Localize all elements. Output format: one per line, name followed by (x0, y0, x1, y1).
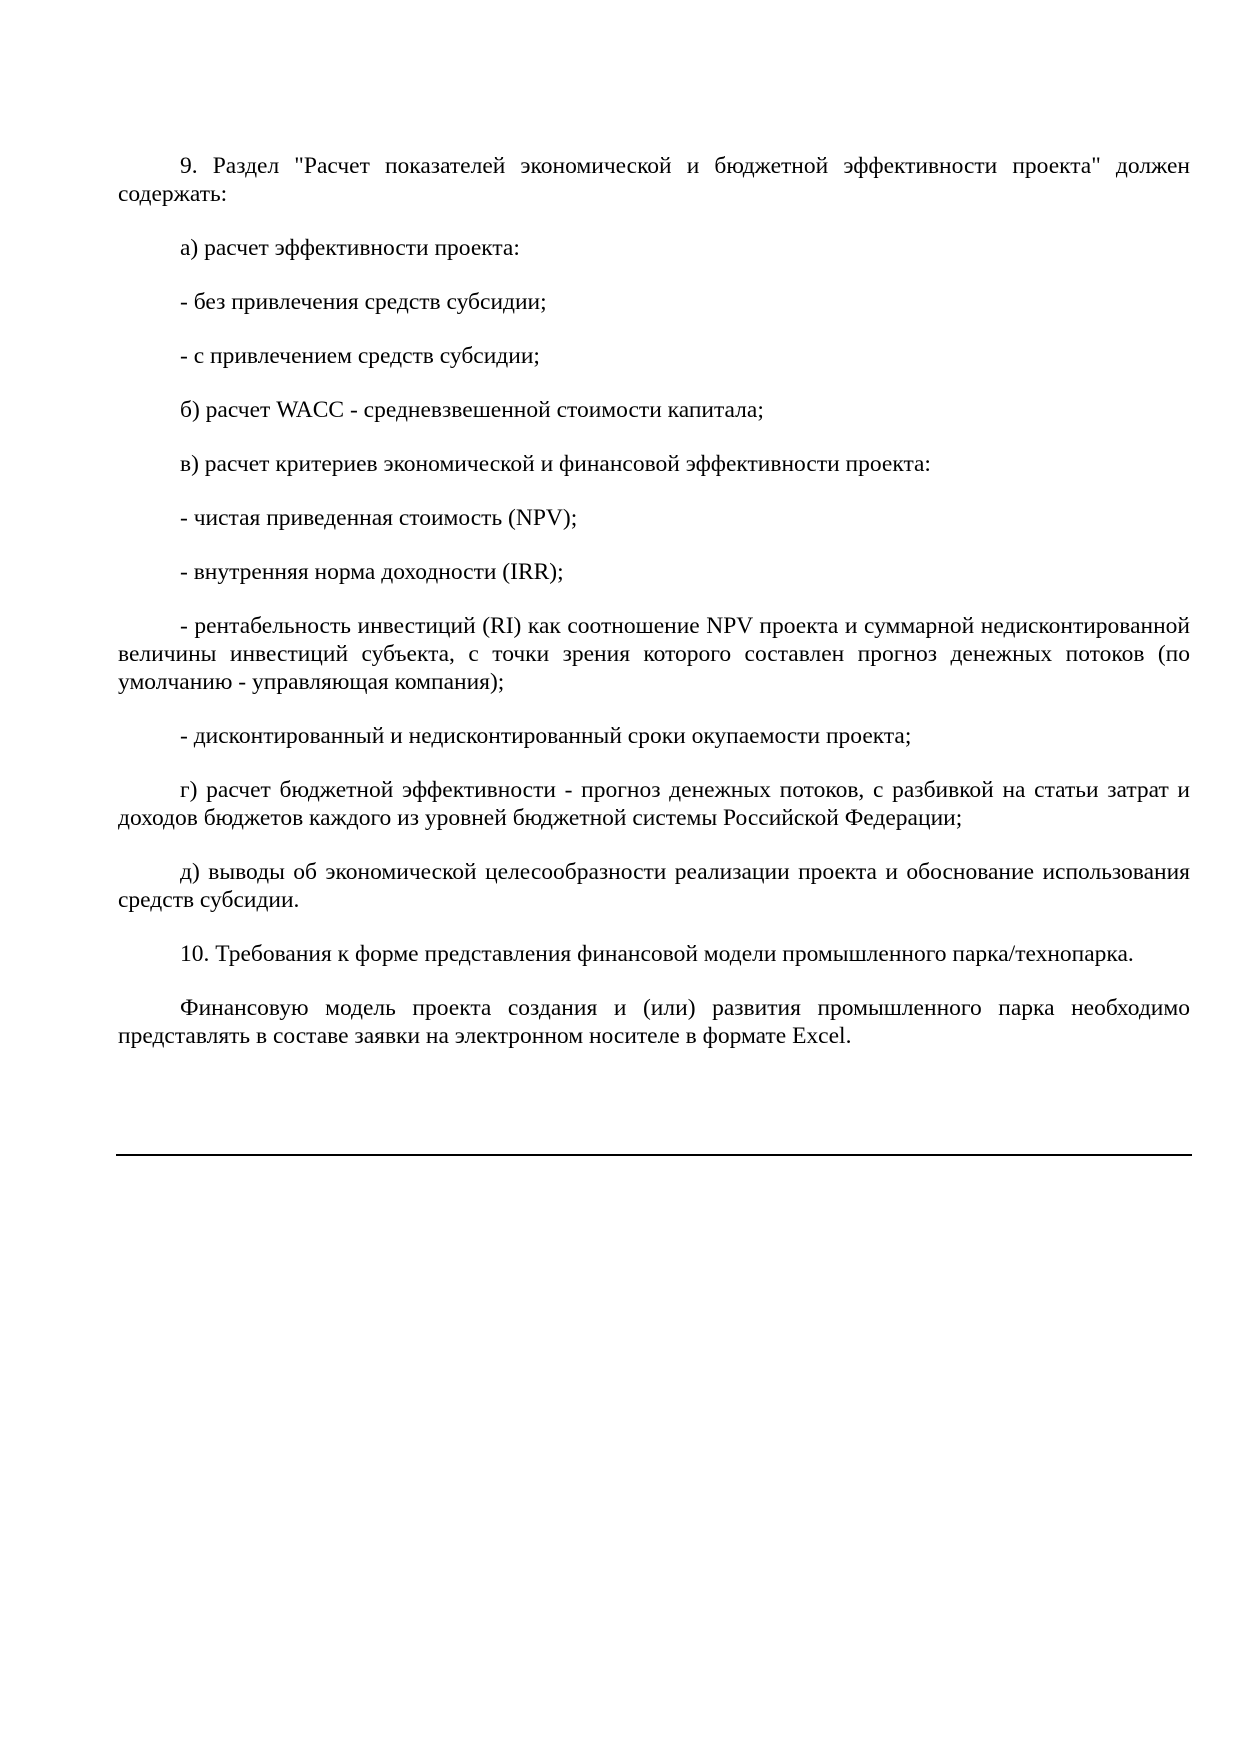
paragraph-item-b-wacc: б) расчет WACC - средневзвешенной стоимости капитала; (180, 397, 764, 423)
horizontal-divider (116, 1154, 1192, 1156)
paragraph-ri: - рентабельность инвестиций (RI) как соотношение NPV проекта и суммарной недисконтированной величины инвестиций субъекта, с точки зрения которого составлен прогноз денежных потоков (по умолчанию - управляющая компания); (118, 613, 1190, 695)
paragraph-excel-model: Финансовую модель проекта создания и (или) развития промышленного парка необходимо представлять в составе заявки на электронном носителе в формате Excel. (118, 995, 1190, 1049)
paragraph-section-9: 9. Раздел "Расчет показателей экономической и бюджетной эффективности проекта" должен содержать: (118, 153, 1190, 207)
paragraph-item-v-criteria: в) расчет критериев экономической и финансовой эффективности проекта: (180, 451, 931, 477)
paragraph-item-d-conclusions: д) выводы об экономической целесообразности реализации проекта и обоснование использования средств субсидии. (118, 859, 1190, 913)
paragraph-item-a: а) расчет эффективности проекта: (180, 235, 520, 261)
paragraph-with-subsidy: - с привлечением средств субсидии; (180, 343, 540, 369)
paragraph-npv: - чистая приведенная стоимость (NPV); (180, 505, 578, 531)
paragraph-section-10: 10. Требования к форме представления финансовой модели промышленного парка/технопарка. (180, 941, 1134, 967)
paragraph-without-subsidy: - без привлечения средств субсидии; (180, 289, 547, 315)
paragraph-payback: - дисконтированный и недисконтированный сроки окупаемости проекта; (180, 723, 912, 749)
paragraph-irr: - внутренняя норма доходности (IRR); (180, 559, 564, 585)
paragraph-item-g-budget: г) расчет бюджетной эффективности - прогноз денежных потоков, с разбивкой на статьи затрат и доходов бюджетов каждого из уровней бюджетной системы Российской Федерации; (118, 777, 1190, 831)
document-body (118, 152, 1190, 1076)
